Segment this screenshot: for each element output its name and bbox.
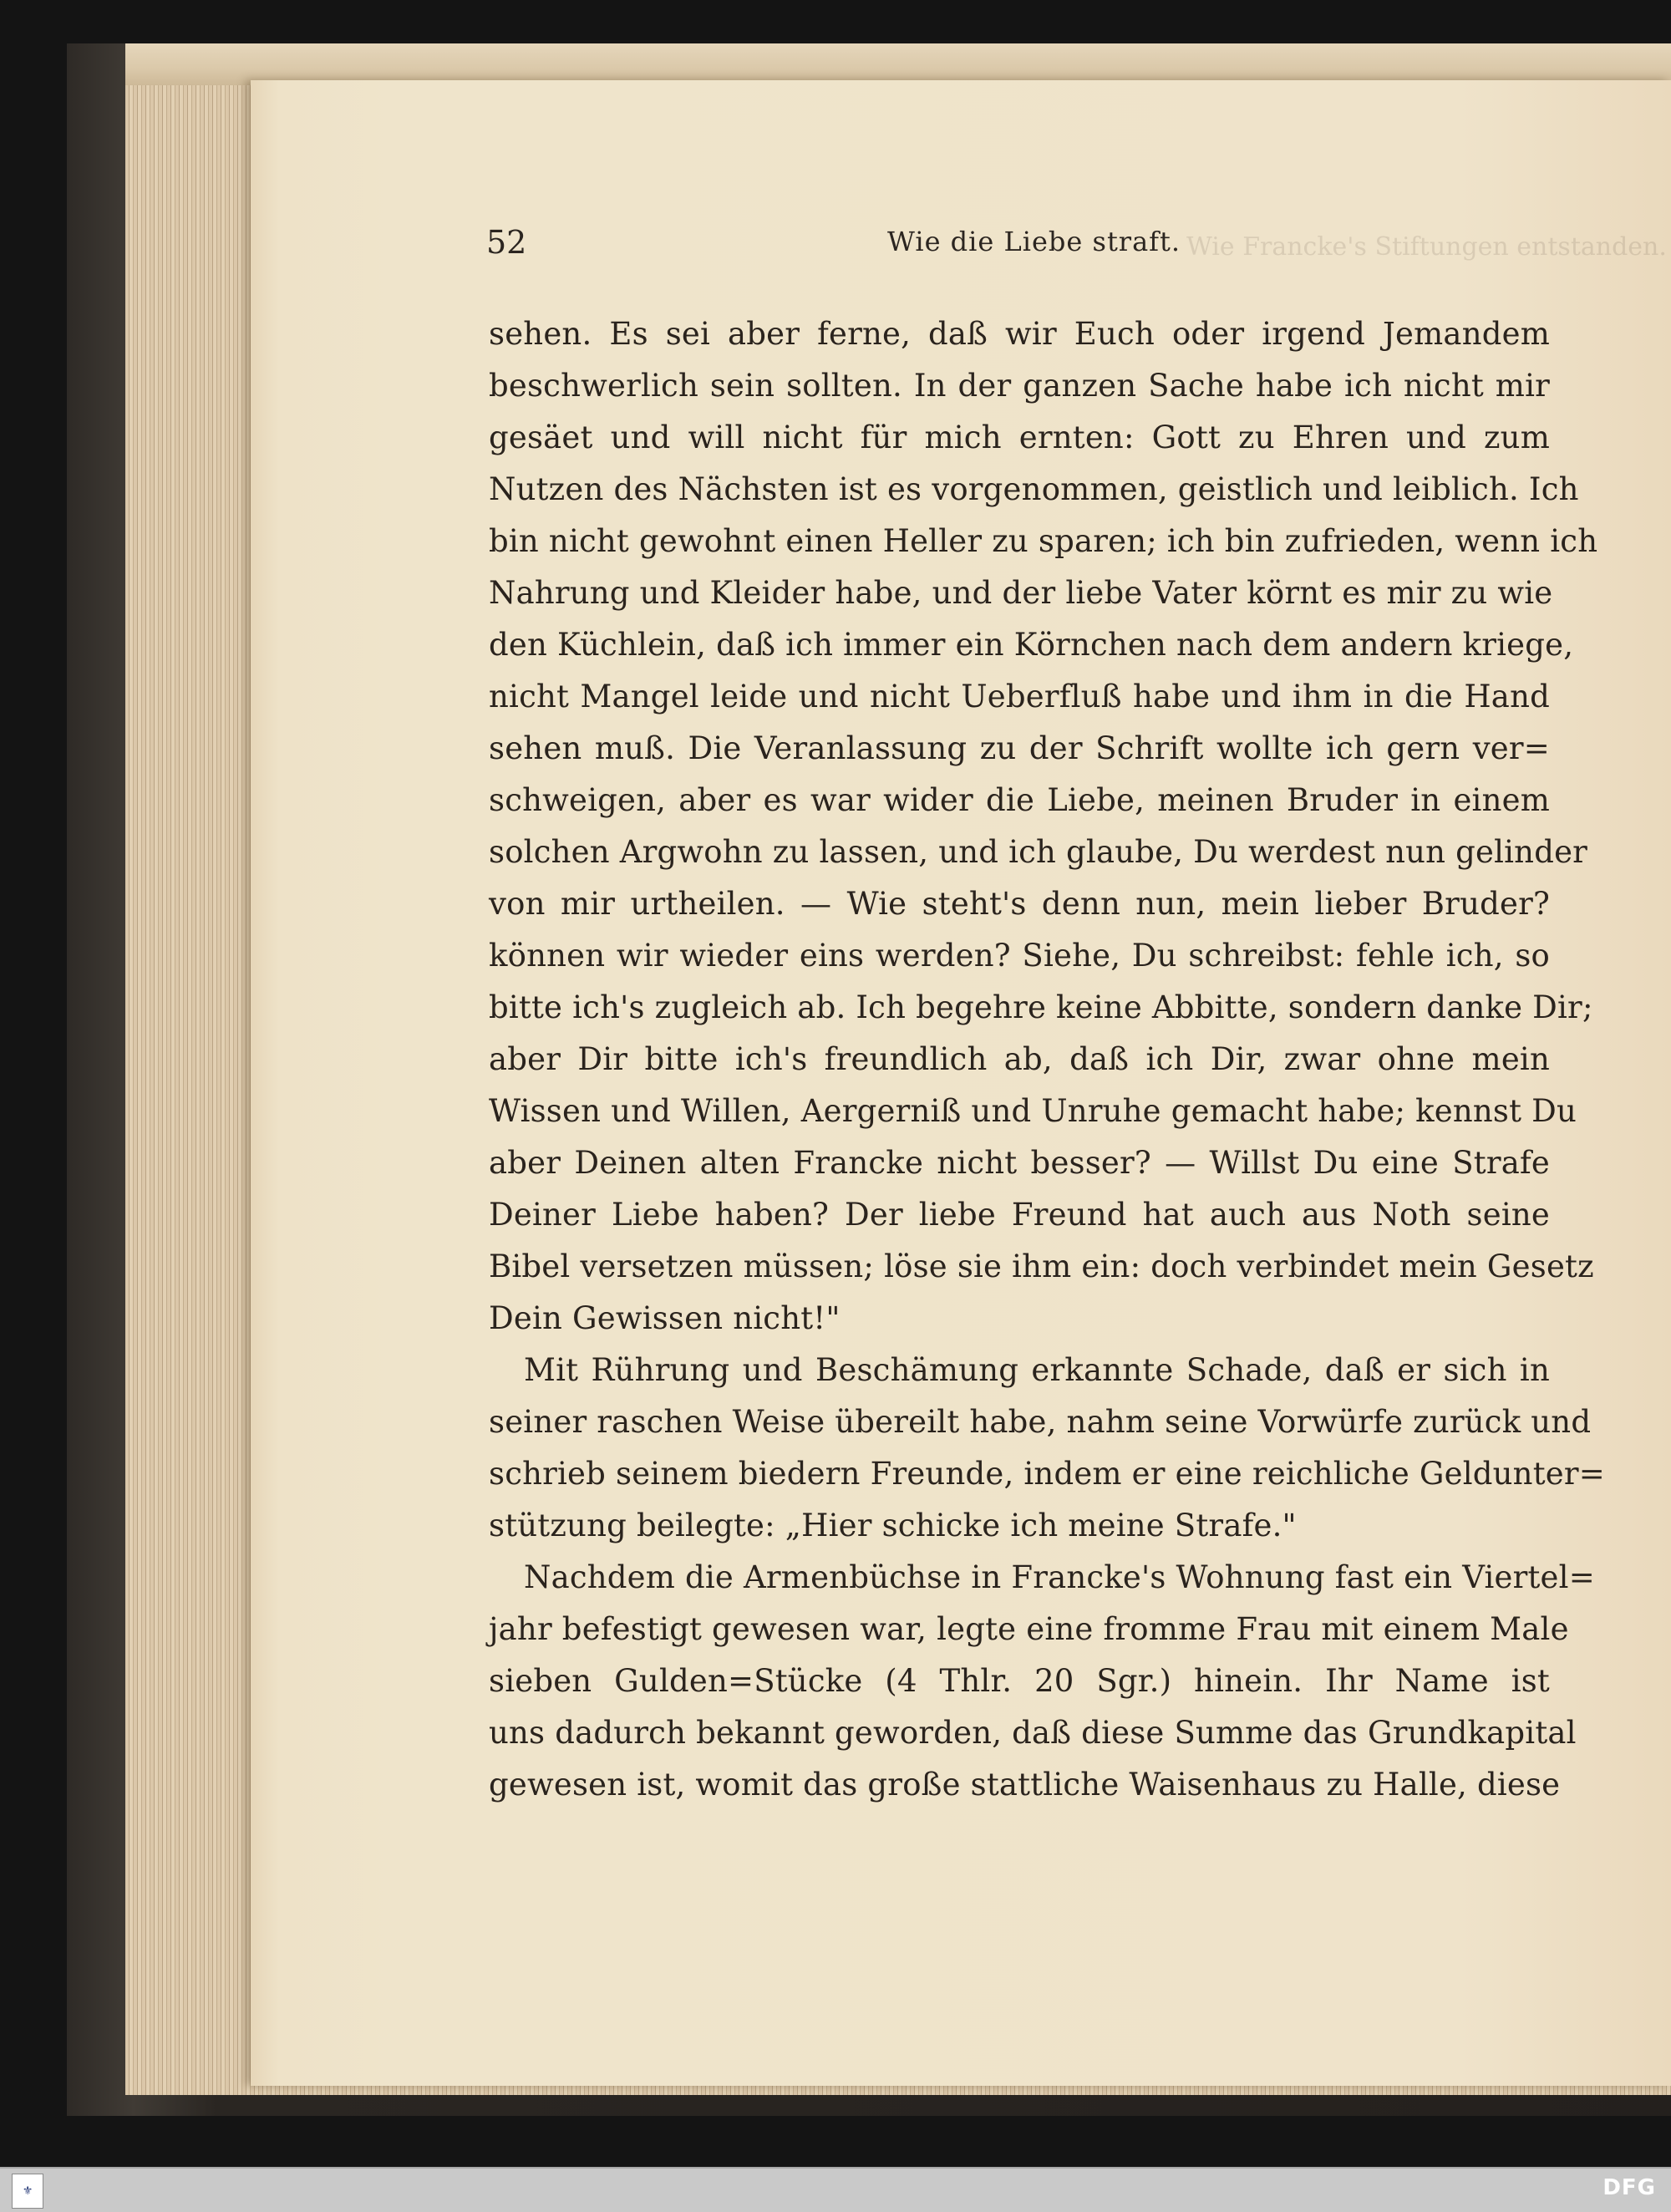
running-head: Wie die Liebe straft.: [887, 226, 1181, 257]
text-line: sehen. Es sei aber ferne, daß wir Euch oder irgend Jemandem: [489, 316, 1550, 352]
text-line: stützung beilegte: „Hier schicke ich meine Strafe.": [489, 1508, 1297, 1543]
text-line: Nahrung und Kleider habe, und der liebe Vater körnt es mir zu wie: [489, 575, 1553, 611]
viewer-footer-bar: [0, 2167, 1671, 2212]
page-number: 52: [486, 224, 527, 261]
text-line: seiner raschen Weise übereilt habe, nahm seine Vorwürfe zurück und: [489, 1404, 1592, 1440]
text-line: solchen Argwohn zu lassen, und ich glaube, Du werdest nun gelinder: [489, 834, 1588, 870]
page-top-edge: [125, 43, 1671, 85]
text-line: schrieb seinem biedern Freunde, indem er eine reichliche Geldunter=: [489, 1456, 1605, 1492]
text-line: den Küchlein, daß ich immer ein Körnchen nach dem andern kriege,: [489, 627, 1574, 663]
text-line: uns dadurch bekannt geworden, daß diese Summe das Grundkapital: [489, 1715, 1577, 1751]
text-line: Wissen und Willen, Aergerniß und Unruhe gemacht habe; kennst Du: [489, 1093, 1577, 1129]
dfg-logo[interactable]: DFG: [1602, 2175, 1656, 2200]
text-line: bitte ich's zugleich ab. Ich begehre keine Abbitte, sondern danke Dir;: [489, 989, 1593, 1025]
text-line: bin nicht gewohnt einen Heller zu sparen; ich bin zufrieden, wenn ich: [489, 523, 1598, 559]
bleed-through-text: Wie Francke's Stiftungen entstanden.: [1186, 232, 1667, 262]
text-line: Deiner Liebe haben? Der liebe Freund hat auch aus Noth seine: [489, 1197, 1550, 1233]
text-line: schweigen, aber es war wider die Liebe, meinen Bruder in einem: [489, 782, 1550, 818]
text-line: gesäet und will nicht für mich ernten: Gott zu Ehren und zum: [489, 420, 1550, 455]
text-line: aber Dir bitte ich's freundlich ab, daß ich Dir, zwar ohne mein: [489, 1041, 1550, 1077]
text-line: beschwerlich sein sollten. In der ganzen Sache habe ich nicht mir: [489, 368, 1550, 404]
text-line: Mit Rührung und Beschämung erkannte Schade, daß er sich in: [524, 1352, 1550, 1388]
text-line: gewesen ist, womit das große stattliche Waisenhaus zu Halle, diese: [489, 1767, 1561, 1803]
text-line: nicht Mangel leide und nicht Ueberfluß habe und ihm in die Hand: [489, 679, 1550, 714]
text-line: aber Deinen alten Francke nicht besser? — Willst Du eine Strafe: [489, 1145, 1550, 1181]
text-line: Nutzen des Nächsten ist es vorgenommen, geistlich und leiblich. Ich: [489, 471, 1579, 507]
library-logo-icon[interactable]: ⚜: [12, 2174, 43, 2209]
text-line: sehen muß. Die Veranlassung zu der Schrift wollte ich gern ver=: [489, 730, 1550, 766]
text-line: Dein Gewissen nicht!": [489, 1300, 841, 1336]
text-line: Nachdem die Armenbüchse in Francke's Wohnung fast ein Viertel=: [524, 1559, 1595, 1595]
text-line: Bibel versetzen müssen; löse sie ihm ein: doch verbindet mein Gesetz: [489, 1248, 1594, 1284]
text-line: von mir urtheilen. — Wie steht's denn nun, mein lieber Bruder?: [489, 886, 1550, 922]
text-line: können wir wieder eins werden? Siehe, Du schreibst: fehle ich, so: [489, 938, 1550, 974]
text-line: sieben Gulden=Stücke (4 Thlr. 20 Sgr.) hinein. Ihr Name ist: [489, 1663, 1550, 1699]
text-line: jahr befestigt gewesen war, legte eine fromme Frau mit einem Male: [489, 1611, 1569, 1647]
